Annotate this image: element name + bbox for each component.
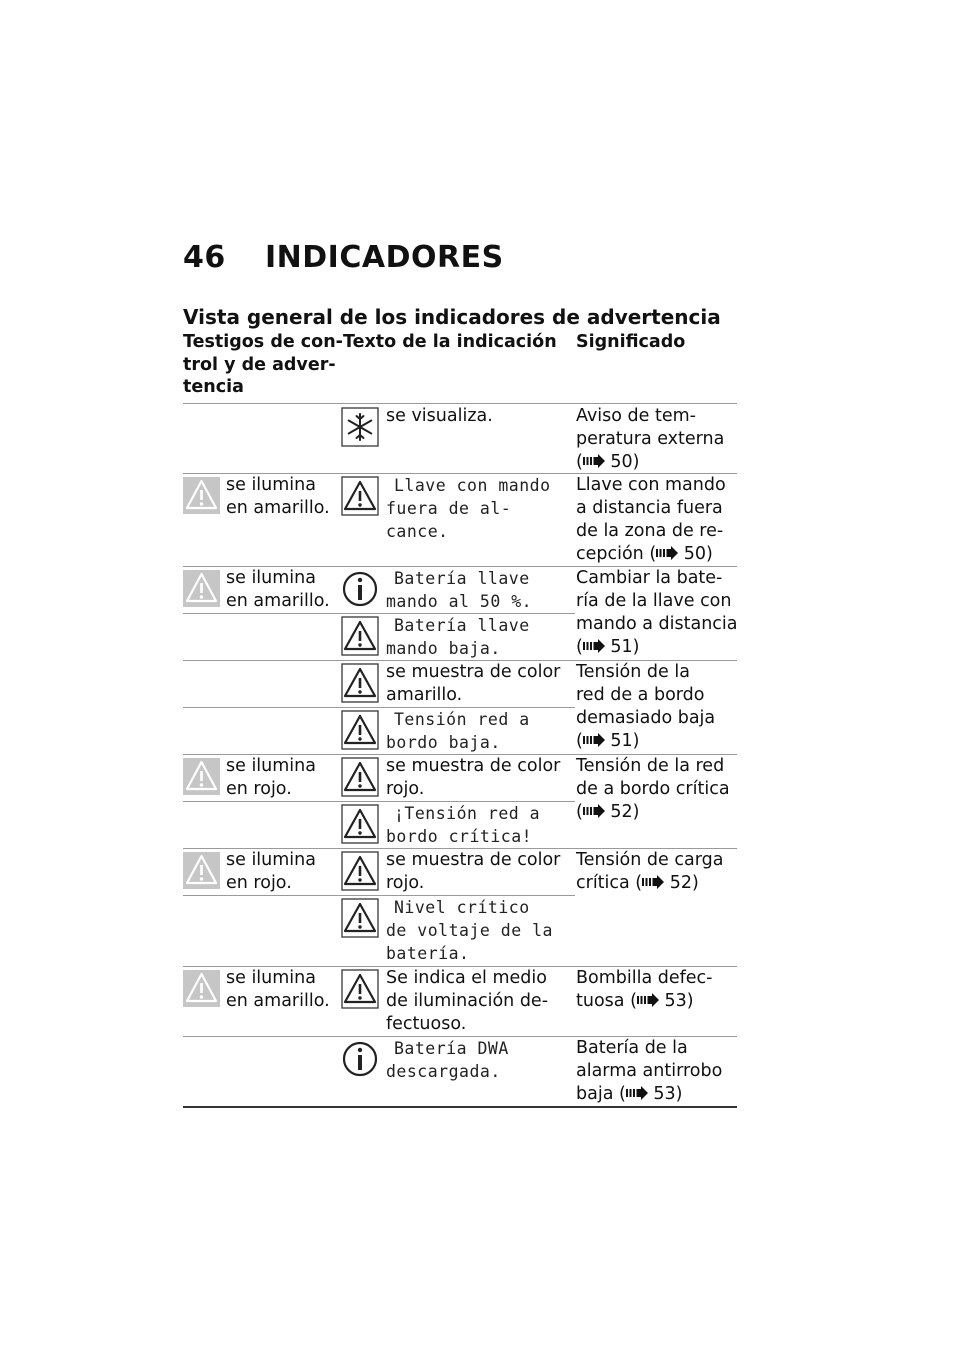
meaning-text (576, 474, 726, 566)
meaning-line: ría de la llave con (576, 591, 732, 611)
reference-page-number: 50) (604, 452, 640, 472)
light-status-text (226, 755, 316, 801)
display-text-line: fuera de al- (386, 499, 512, 518)
page-heading (183, 240, 504, 275)
display-text (386, 755, 560, 801)
warning-light-icon (183, 570, 220, 607)
display-text-line: Tensión red a (394, 710, 530, 729)
display-text-line: mando baja. (386, 639, 501, 658)
meaning-line: Tensión de carga (576, 850, 724, 870)
meaning-text (576, 405, 724, 474)
arrow-reference-icon (626, 1084, 648, 1098)
meaning-text (576, 967, 712, 1013)
meaning-line: a distancia fuera (576, 498, 723, 518)
display-text-line: Batería DWA (394, 1039, 509, 1058)
display-text (386, 567, 532, 613)
reference-prefix: ( (576, 452, 583, 472)
page-reference[interactable] (576, 451, 724, 474)
reference-prefix: crítica ( (576, 873, 643, 893)
display-text (386, 474, 551, 543)
display-text-line: cance. (386, 522, 449, 541)
page-reference[interactable] (576, 636, 738, 659)
display-text-line: Nivel crítico (394, 898, 530, 917)
meaning-text (576, 1037, 722, 1106)
display-text-line: rojo. (386, 779, 425, 799)
meaning-line: Bombilla defec- (576, 968, 713, 988)
display-text (386, 405, 493, 428)
meaning-line: Tensión de la red (576, 756, 725, 776)
light-status-line: en amarillo. (226, 991, 330, 1011)
display-text-line: de iluminación de- (386, 991, 549, 1011)
warning-triangle-icon (341, 616, 379, 656)
page-reference[interactable] (576, 801, 730, 824)
page-reference[interactable] (576, 1083, 722, 1106)
meaning-text (576, 755, 730, 824)
arrow-reference-icon (583, 731, 605, 745)
page-reference[interactable] (576, 990, 712, 1013)
light-status-line: se ilumina (226, 475, 316, 495)
meaning-line: Llave con mando (576, 475, 726, 495)
display-text (386, 708, 530, 754)
display-text-line: amarillo. (386, 685, 463, 705)
light-status-line: en amarillo. (226, 591, 330, 611)
warning-light-icon (183, 477, 220, 514)
arrow-reference-icon (642, 873, 664, 887)
reference-prefix: cepción ( (576, 544, 657, 564)
display-text-line: Batería llave (394, 569, 530, 588)
warning-triangle-icon (341, 757, 379, 797)
arrow-reference-icon (583, 637, 605, 651)
warning-triangle-icon (341, 804, 379, 844)
chapter-title: INDICADORES (265, 240, 504, 275)
warning-triangle-icon (341, 898, 379, 938)
reference-page-number: 52) (664, 873, 699, 893)
light-status-text (226, 474, 330, 520)
display-text-line: se muestra de color (386, 662, 561, 682)
info-circle-icon (341, 569, 379, 609)
display-text (386, 896, 553, 965)
light-status-text (226, 567, 330, 613)
info-circle-icon (341, 1039, 379, 1079)
display-text-line: ¡Tensión red a (394, 804, 541, 823)
page-reference[interactable] (576, 730, 715, 753)
light-status-line: se ilumina (226, 968, 316, 988)
arrow-reference-icon (583, 802, 605, 816)
display-text (386, 967, 548, 1036)
display-text (386, 661, 560, 707)
reference-prefix: tuosa ( (576, 991, 637, 1011)
reference-page-number: 52) (604, 802, 640, 822)
meaning-text (576, 849, 723, 895)
reference-page-number: 53) (647, 1084, 683, 1104)
reference-prefix: ( (576, 731, 583, 751)
warning-triangle-icon (341, 663, 379, 703)
meaning-line: peratura externa (576, 429, 725, 449)
meaning-line: demasiado baja (576, 708, 716, 728)
light-status-line: en rojo. (226, 873, 292, 893)
row-divider (183, 403, 737, 404)
meaning-line: Aviso de tem- (576, 406, 696, 426)
page-number: 46 (183, 240, 226, 275)
meaning-line: mando a distancia (576, 614, 738, 634)
display-text-line: fectuoso. (386, 1014, 467, 1034)
reference-prefix: baja ( (576, 1084, 626, 1104)
display-text (386, 849, 560, 895)
meaning-line: alarma antirrobo (576, 1061, 723, 1081)
meaning-line: de a bordo crítica (576, 779, 730, 799)
warning-light-icon (183, 970, 220, 1007)
meaning-line: Cambiar la bate- (576, 568, 723, 588)
light-status-line: en amarillo. (226, 498, 330, 518)
meaning-line: Batería de la (576, 1038, 688, 1058)
arrow-reference-icon (637, 991, 659, 1005)
meaning-line: Tensión de la (576, 662, 690, 682)
reference-page-number: 53) (658, 991, 694, 1011)
warning-triangle-icon (341, 969, 379, 1009)
display-text-line: Batería llave (394, 616, 530, 635)
display-text-line: se visualiza. (386, 406, 493, 426)
display-text (386, 1037, 509, 1083)
warning-triangle-icon (341, 710, 379, 750)
display-text-line: de voltaje de la (386, 921, 553, 940)
column-header-meaning: Significado (576, 332, 686, 352)
display-text (386, 614, 530, 660)
display-text-line: batería. (386, 944, 470, 963)
warning-light-icon (183, 758, 220, 795)
display-text-line: rojo. (386, 873, 425, 893)
meaning-text (576, 567, 738, 659)
section-title: Vista general de los indicadores de advertencia (183, 305, 721, 329)
reference-prefix: ( (576, 802, 583, 822)
meaning-text (576, 661, 715, 753)
light-status-line: se ilumina (226, 568, 316, 588)
display-text-line: Se indica el medio (386, 968, 547, 988)
display-text-line: bordo crítica! (386, 827, 533, 846)
light-status-text (226, 849, 316, 895)
column-header-display-text: Texto de la indicación (343, 332, 557, 352)
display-text-line: mando al 50 %. (386, 592, 533, 611)
meaning-line: red de a bordo (576, 685, 705, 705)
light-status-line: se ilumina (226, 850, 316, 870)
reference-page-number: 51) (604, 637, 640, 657)
page-reference[interactable] (576, 872, 723, 895)
display-text-line: descargada. (386, 1062, 501, 1081)
warning-light-icon (183, 852, 220, 889)
table-bottom-rule (183, 1106, 737, 1108)
display-text-line: bordo baja. (386, 733, 501, 752)
display-text-line: Llave con mando (394, 476, 551, 495)
warning-triangle-icon (341, 476, 379, 516)
display-text (386, 802, 540, 848)
reference-page-number: 51) (604, 731, 640, 751)
arrow-reference-icon (583, 452, 605, 466)
snowflake-icon (341, 407, 379, 447)
light-status-line: en rojo. (226, 779, 292, 799)
reference-page-number: 50) (678, 544, 713, 564)
display-text-line: se muestra de color (386, 756, 561, 776)
reference-prefix: ( (576, 637, 583, 657)
arrow-reference-icon (656, 544, 678, 558)
display-text-line: se muestra de color (386, 850, 561, 870)
light-status-line: se ilumina (226, 756, 316, 776)
warning-triangle-icon (341, 851, 379, 891)
light-status-text (226, 967, 330, 1013)
column-header-lights: Testigos de con- trol y de adver- tencia (183, 332, 343, 397)
meaning-line: de la zona de re- (576, 521, 724, 541)
page-reference[interactable] (576, 543, 726, 566)
